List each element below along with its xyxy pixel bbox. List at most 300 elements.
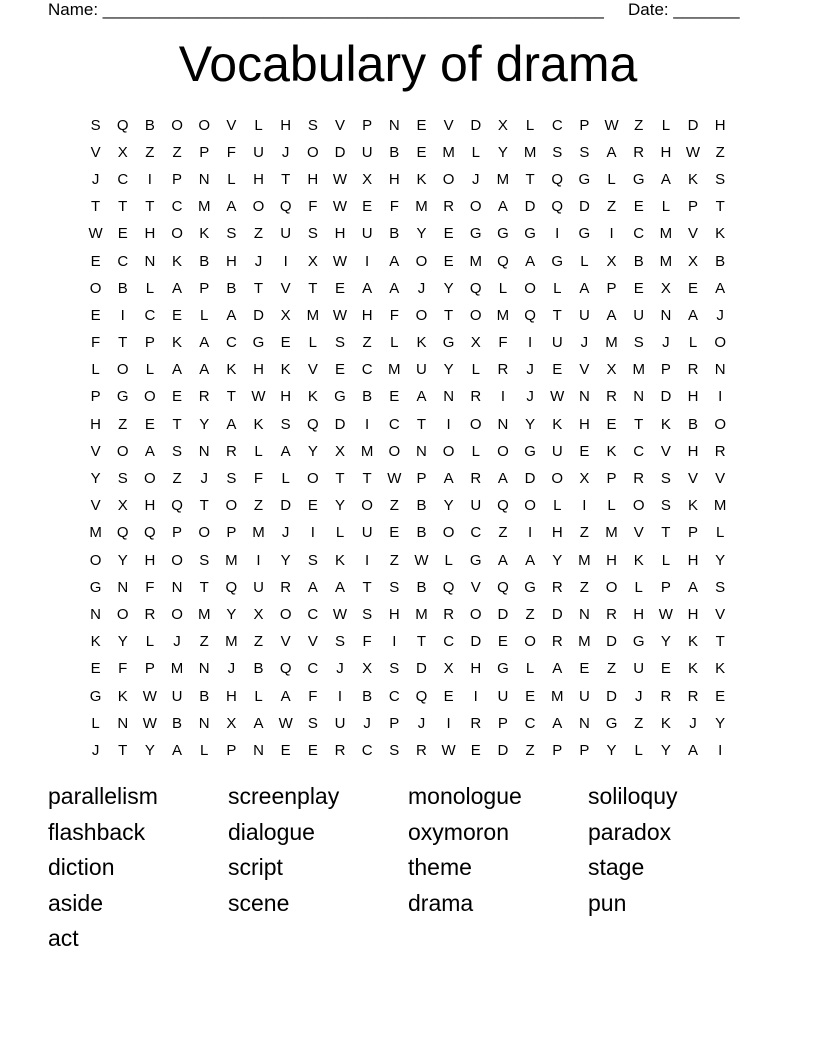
grid-letter: L [634,578,643,596]
grid-letter: Z [498,524,508,542]
grid-letter: S [362,605,373,623]
grid-letter: P [144,334,155,352]
grid-letter: V [280,279,291,297]
grid-letter: F [308,687,318,705]
grid-letter: L [390,334,399,352]
grid-letter: I [392,633,397,651]
grid-letter: T [362,470,372,488]
grid-letter: I [283,252,288,270]
grid-letter: Q [279,198,292,216]
grid-letter: R [687,687,699,705]
grid-letter: K [253,415,264,433]
grid-letter: Z [253,633,264,651]
grid-letter: Z [199,633,209,651]
grid-letter: P [579,116,590,134]
grid-letter: S [307,116,318,134]
grid-letter: K [660,714,671,732]
grid-letter: O [144,470,156,488]
grid-letter: E [688,279,699,297]
grid-letter: O [442,170,455,188]
grid-letter: E [715,687,726,705]
grid-row [82,737,734,764]
grid-letter: B [144,116,155,134]
grid-letter: N [578,714,590,732]
grid-letter: A [280,442,291,460]
grid-letter: T [199,497,209,515]
grid-letter: T [335,470,345,488]
grid-letter: Y [334,497,345,515]
grid-letter: H [225,687,237,705]
grid-letter: H [307,170,319,188]
grid-letter: Y [660,741,671,759]
grid-letter: W [685,143,701,161]
grid-letter: S [633,334,644,352]
grid-letter: D [334,415,346,433]
grid-letter: O [252,198,265,216]
grid-letter: I [446,714,451,732]
grid-letter: Q [469,279,482,297]
grid-letter: P [389,714,400,732]
grid-letter: D [497,605,509,623]
grid-letter: W [414,551,429,569]
grid-letter: H [253,361,264,379]
grid-letter: R [334,741,346,759]
grid-letter: O [116,361,129,379]
grid-letter: W [441,741,456,759]
grid-letter: B [715,252,726,270]
grid-letter: C [633,442,645,460]
grid-letter: G [116,388,129,406]
grid-letter: S [117,470,128,488]
grid-letter: B [633,252,644,270]
grid-letter: P [606,470,617,488]
grid-letter: R [687,361,699,379]
grid-letter: A [497,198,508,216]
grid-letter: E [389,524,400,542]
grid-letter: N [714,361,726,379]
grid-row [82,574,734,601]
grid-letter: K [688,497,699,515]
grid-letter: D [524,198,536,216]
grid-letter: L [661,198,671,216]
grid-letter: O [198,116,211,134]
grid-letter: L [607,170,616,188]
grid-letter: T [416,415,427,433]
grid-letter: R [714,442,726,460]
grid-letter: C [551,116,563,134]
grid-letter: L [525,116,535,134]
grid-letter: K [606,442,617,460]
grid-letter: O [632,497,645,515]
grid-letter: D [606,687,617,705]
grid-letter: M [89,524,102,542]
grid-letter: W [332,170,348,188]
grid-letter: N [578,605,590,623]
grid-letter: L [661,551,671,569]
grid-letter: O [306,470,319,488]
grid-letter: T [172,415,182,433]
grid-letter: Y [552,551,563,569]
grid-letter: E [416,143,427,161]
grid-letter: L [607,497,616,515]
grid-letter: W [251,388,266,406]
grid-letter: H [280,388,292,406]
grid-letter: D [470,116,482,134]
grid-letter: P [606,279,617,297]
grid-letter: L [227,170,236,188]
grid-letter: J [417,279,426,297]
grid-letter: O [225,497,238,515]
grid-letter: F [362,633,372,651]
grid-letter: V [688,225,699,243]
grid-letter: L [254,687,263,705]
grid-letter: X [307,252,318,270]
grid-letter: U [416,361,427,379]
grid-letter: R [470,470,482,488]
grid-letter: J [472,170,480,188]
grid-letter: Q [171,497,183,515]
grid-letter: N [171,578,183,596]
grid-row [82,166,734,193]
word-list-item: pun [588,889,627,916]
grid-letter: W [550,388,565,406]
word-list-item: flashback [48,818,146,845]
grid-letter: N [388,116,400,134]
grid-letter: I [147,170,152,188]
grid-letter: H [660,143,672,161]
grid-letter: L [200,306,209,324]
grid-letter: E [334,361,345,379]
grid-letter: X [470,334,481,352]
grid-letter: R [198,388,210,406]
grid-letter: L [498,279,508,297]
grid-letter: O [714,334,726,352]
grid-letter: Q [497,497,509,515]
grid-letter: X [117,497,128,515]
grid-letter: Y [715,714,726,732]
grid-letter: B [199,687,210,705]
grid-letter: A [199,361,210,379]
grid-letter: V [715,470,726,488]
grid-letter: O [361,497,373,515]
grid-letter: T [715,633,725,651]
grid-letter: O [469,605,482,623]
grid-letter: E [307,497,318,515]
grid-letter: I [609,225,614,243]
grid-letter: M [659,225,673,243]
grid-letter: Y [525,415,536,433]
grid-letter: A [226,415,237,433]
grid-letter: G [551,252,564,270]
grid-letter: P [688,524,699,542]
grid-letter: Z [253,497,264,515]
grid-letter: X [362,170,373,188]
grid-letter: D [416,660,427,678]
grid-letter: E [172,306,183,324]
word-list-item: stage [588,854,645,880]
grid-letter: Z [145,143,155,161]
grid-letter: M [550,687,564,705]
grid-letter: P [199,143,210,161]
grid-letter: A [172,279,183,297]
grid-letter: X [443,660,454,678]
grid-letter: N [198,714,210,732]
grid-letter: K [715,225,726,243]
grid-letter: A [579,279,590,297]
grid-letter: A [688,306,699,324]
grid-letter: M [469,252,483,270]
grid-row [82,656,734,683]
grid-letter: N [198,660,210,678]
grid-letter: I [582,497,587,515]
grid-letter: A [552,660,563,678]
grid-letter: D [578,198,590,216]
grid-letter: L [471,442,480,460]
grid-letter: M [388,361,401,379]
grid-letter: V [579,361,590,379]
grid-letter: N [253,741,264,759]
grid-letter: S [715,578,726,596]
grid-letter: K [307,388,318,406]
grid-letter: C [117,252,129,270]
grid-letter: T [281,170,291,188]
grid-letter: A [280,687,291,705]
grid-letter: J [689,714,697,732]
grid-letter: J [91,170,100,188]
grid-letter: Z [172,470,182,488]
grid-letter: Z [389,551,399,569]
grid-letter: E [90,306,101,324]
grid-letter: G [469,551,482,569]
grid-letter: M [496,170,510,188]
grid-letter: X [688,252,699,270]
grid-letter: V [688,470,699,488]
grid-letter: U [578,306,590,324]
grid-letter: U [361,225,373,243]
grid-letter: V [715,605,726,623]
grid-letter: X [606,252,617,270]
grid-letter: R [633,470,645,488]
grid-letter: U [551,334,563,352]
grid-letter: N [117,578,129,596]
grid-letter: J [526,388,534,406]
grid-letter: C [225,334,237,352]
grid-letter: E [497,633,508,651]
grid-letter: S [307,714,318,732]
grid-letter: G [632,170,645,188]
grid-letter: P [90,388,101,406]
grid-letter: X [362,660,373,678]
grid-row [82,275,734,302]
grid-letter: N [443,388,455,406]
grid-letter: Q [497,252,509,270]
grid-letter: G [89,578,102,596]
grid-letter: N [497,415,509,433]
grid-letter: X [497,116,508,134]
grid-letter: S [660,497,671,515]
grid-letter: K [199,225,210,243]
grid-letter: E [443,225,454,243]
grid-letter: T [308,279,318,297]
grid-letter: M [713,497,727,515]
grid-letter: P [660,578,671,596]
grid-letter: E [334,279,345,297]
grid-letter: M [605,334,618,352]
grid-letter: Q [116,524,129,542]
grid-letter: L [200,741,209,759]
grid-letter: Z [715,143,725,161]
grid-letter: E [633,279,644,297]
word-list-item: paradox [588,818,672,845]
grid-letter: Y [117,633,128,651]
grid-letter: E [144,415,155,433]
grid-letter: W [332,306,348,324]
grid-letter: F [90,334,101,352]
grid-letter: C [361,741,373,759]
word-list-item: oxymoron [408,818,509,845]
grid-row [82,601,734,628]
grid-letter: B [253,660,264,678]
grid-letter: W [88,225,103,243]
grid-letter: L [145,361,155,379]
grid-letter: B [416,497,427,515]
grid-letter: L [91,714,100,732]
grid-letter: M [415,605,428,623]
grid-letter: K [660,415,671,433]
grid-letter: Z [634,714,644,732]
grid-letter: T [661,524,671,542]
grid-letter: R [470,388,482,406]
grid-letter: Y [443,497,454,515]
grid-letter: I [500,388,505,406]
grid-letter: F [389,198,399,216]
grid-letter: U [497,687,509,705]
grid-row [82,139,734,166]
grid-letter: O [524,633,536,651]
grid-letter: K [416,334,427,352]
grid-letter: I [337,687,343,705]
grid-letter: W [332,252,348,270]
grid-letter: I [527,334,533,352]
grid-letter: C [388,687,400,705]
grid-letter: A [660,170,671,188]
grid-row [82,302,734,329]
grid-row [82,465,734,492]
grid-letter: M [306,306,320,324]
word-list-item: act [48,925,79,951]
grid-letter: F [118,660,128,678]
grid-row [82,710,734,737]
word-list-item: theme [408,854,472,880]
grid-letter: Y [416,225,427,243]
grid-letter: V [470,578,481,596]
grid-letter: R [633,143,645,161]
grid-letter: P [226,741,237,759]
grid-letter: M [225,633,238,651]
grid-letter: P [226,524,237,542]
grid-letter: Z [362,334,372,352]
grid-letter: H [714,116,726,134]
grid-letter: N [416,442,427,460]
grid-letter: Y [199,415,210,433]
grid-letter: V [443,116,454,134]
grid-letter: I [365,551,370,569]
grid-letter: G [578,170,591,188]
grid-letter: U [253,578,264,596]
grid-letter: V [90,442,101,460]
grid-letter: B [688,415,699,433]
grid-letter: C [307,660,319,678]
word-list-item: screenplay [228,783,340,809]
grid-letter: L [254,442,263,460]
grid-letter: H [687,551,699,569]
grid-letter: Z [118,415,128,433]
grid-letter: C [117,170,129,188]
grid-row [82,357,734,384]
grid-letter: Q [551,170,564,188]
grid-letter: A [389,252,400,270]
grid-letter: A [497,470,508,488]
grid-row [82,194,734,221]
grid-letter: Y [715,551,726,569]
grid-row [82,547,734,574]
grid-letter: R [551,633,563,651]
grid-letter: F [226,143,236,161]
grid-letter: U [578,687,590,705]
grid-letter: T [199,578,209,596]
grid-letter: O [469,198,482,216]
grid-letter: F [145,578,155,596]
grid-letter: T [715,198,725,216]
grid-letter: E [90,252,101,270]
grid-letter: V [334,116,345,134]
grid-letter: K [688,633,699,651]
word-list-item: script [228,854,283,880]
word-list-item: monologue [408,783,522,809]
grid-letter: T [90,198,101,216]
grid-letter: T [362,578,372,596]
grid-letter: F [498,334,508,352]
grid-letter: A [552,714,563,732]
grid-letter: M [578,633,591,651]
grid-letter: O [198,524,211,542]
grid-letter: S [226,470,237,488]
grid-letter: O [469,415,482,433]
grid-letter: B [172,714,183,732]
grid-letter: A [497,551,508,569]
grid-letter: H [225,252,237,270]
grid-letter: S [579,143,590,161]
grid-letter: J [662,334,670,352]
grid-row [82,384,734,411]
grid-letter: E [172,388,183,406]
grid-letter: K [172,334,183,352]
grid-letter: N [144,252,156,270]
grid-letter: O [89,551,102,569]
grid-letter: I [365,252,370,270]
grid-letter: M [659,252,673,270]
grid-letter: L [145,633,155,651]
grid-letter: B [199,252,210,270]
grid-letter: I [365,415,370,433]
grid-letter: E [280,741,291,759]
grid-letter: T [145,198,155,216]
grid-letter: K [552,415,563,433]
grid-letter: U [280,225,292,243]
grid-letter: W [604,116,619,134]
grid-letter: I [555,225,560,243]
grid-letter: J [580,334,589,352]
